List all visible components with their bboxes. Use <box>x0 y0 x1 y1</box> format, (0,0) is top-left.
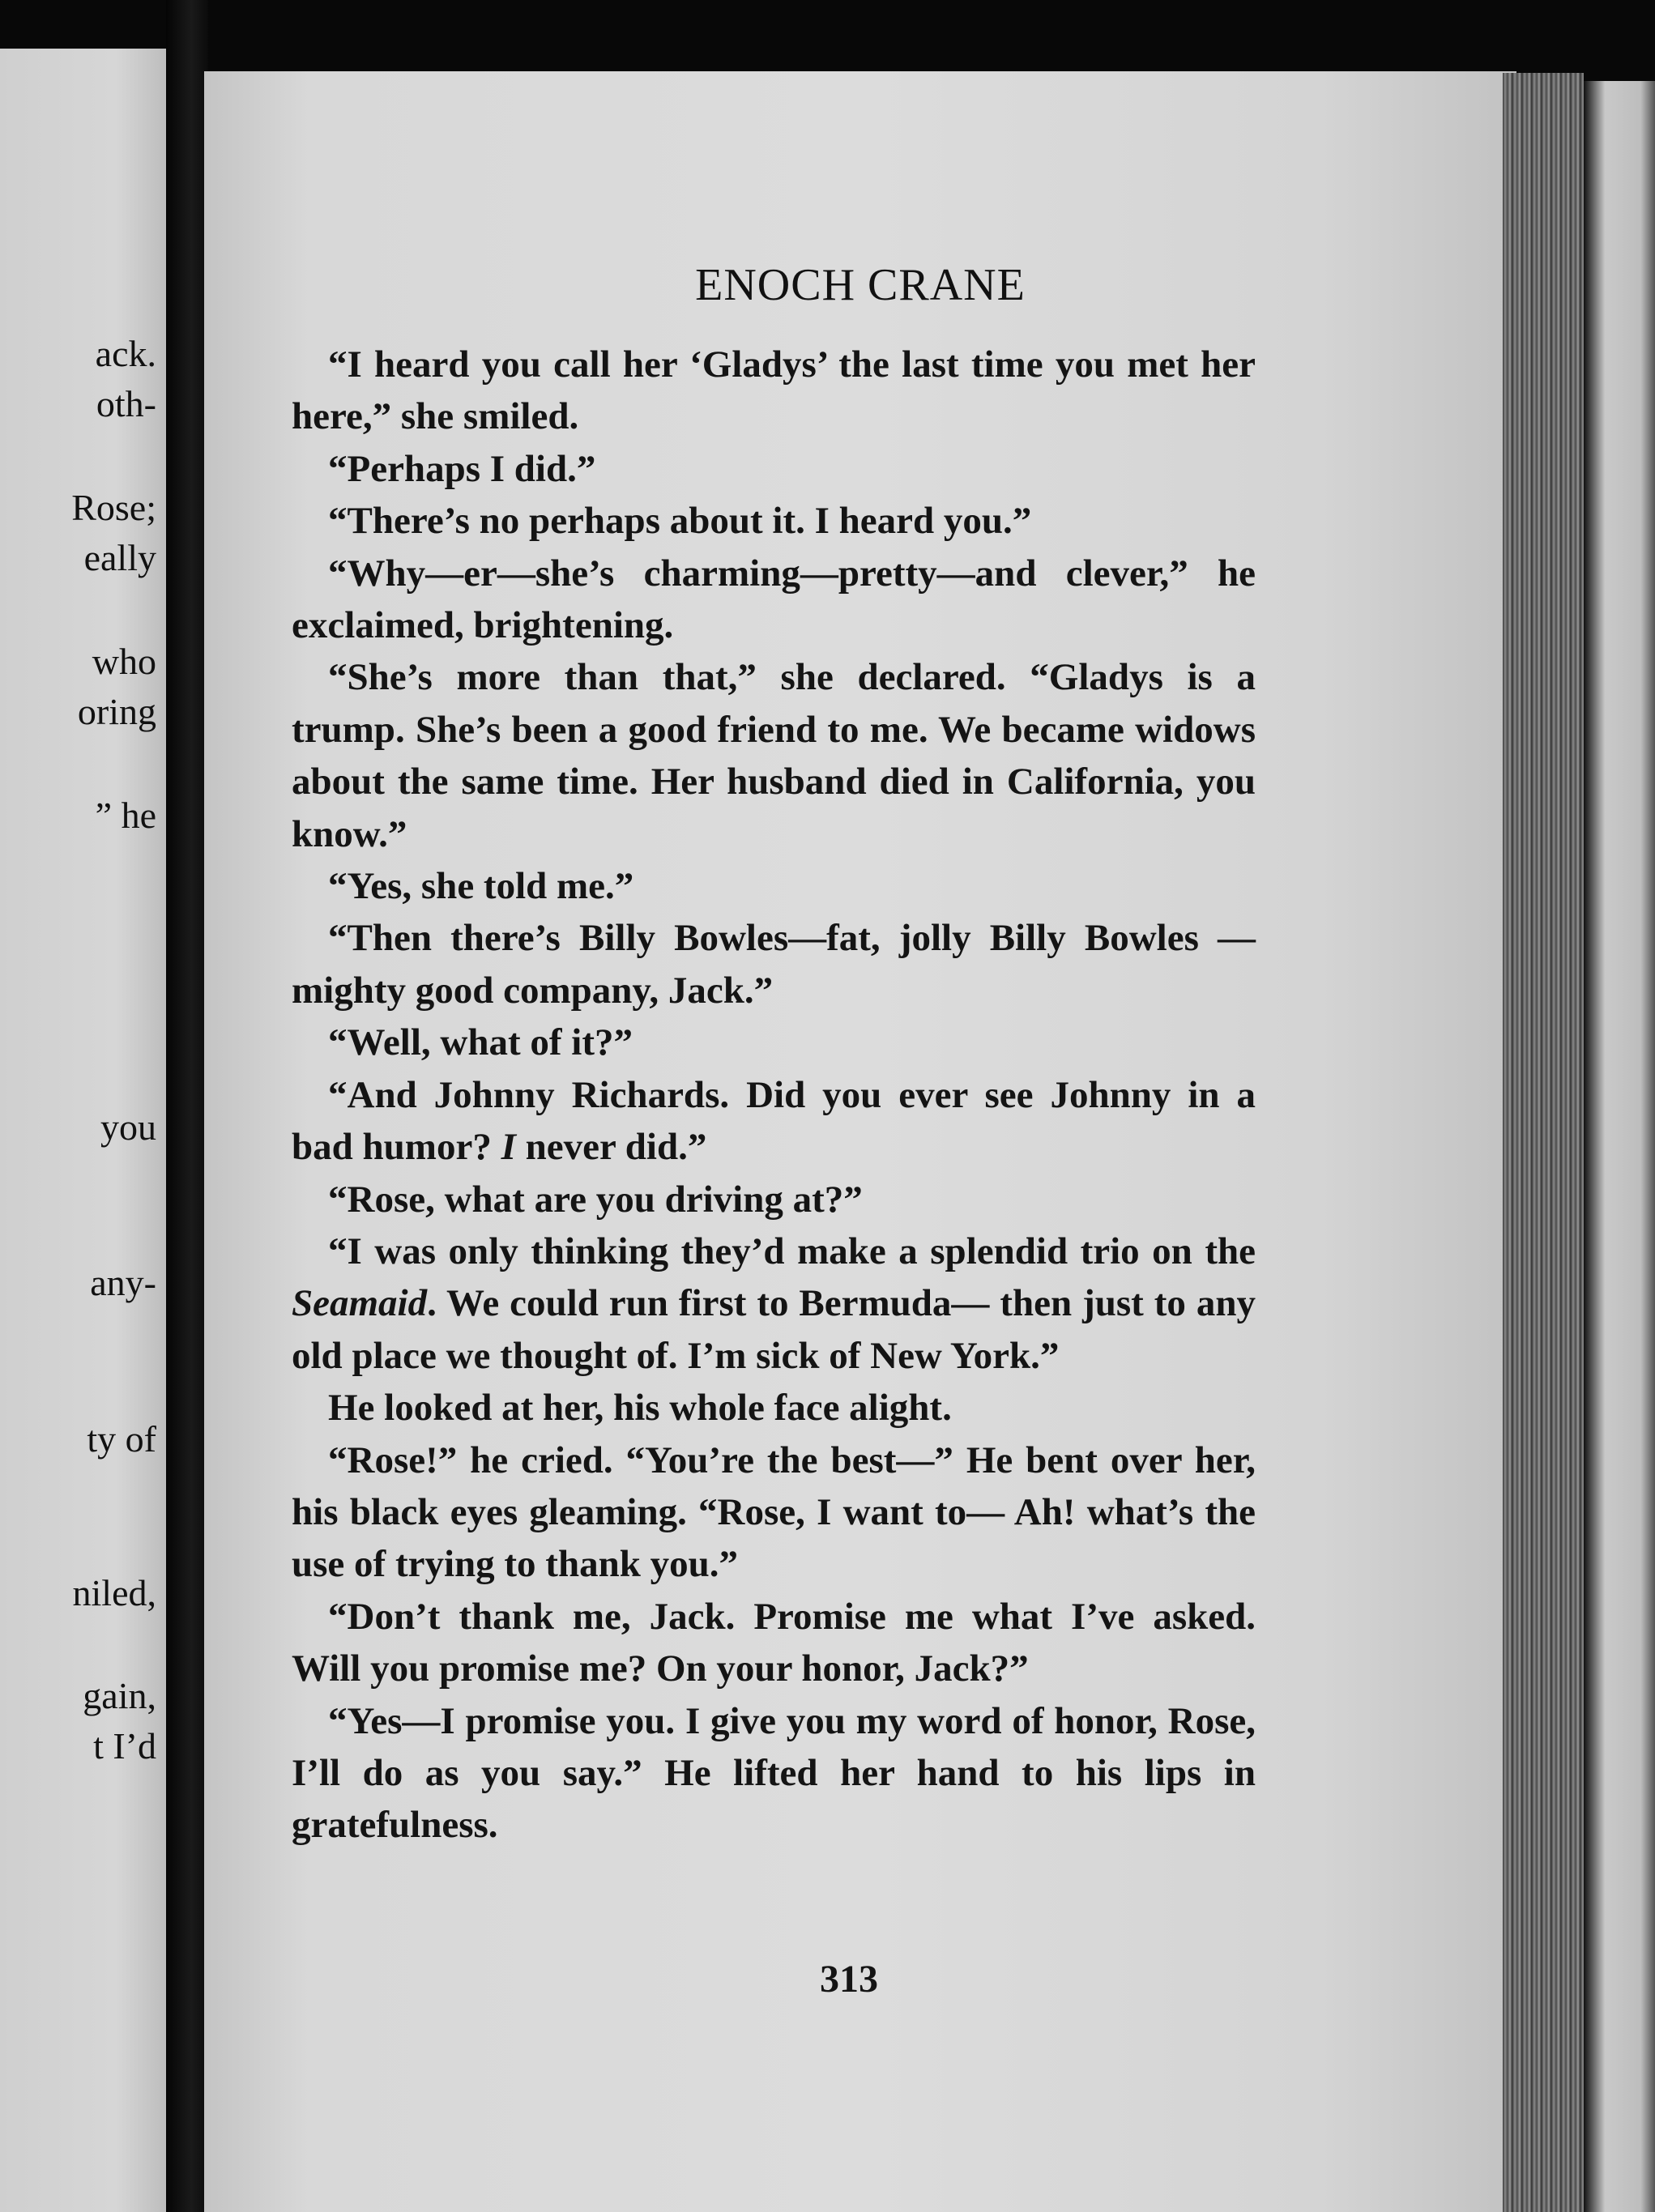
page-number: 313 <box>820 1958 878 2001</box>
book-page <box>204 71 1516 2212</box>
paragraph: “Then there’s Billy Bowles—fat, jolly Billy Bowles —mighty good company, Jack.” <box>292 917 1256 1012</box>
paragraph: “Rose, what are you driving at?” <box>328 1178 863 1221</box>
paragraph: “Well, what of it?” <box>328 1021 633 1064</box>
paragraph: “Perhaps I did.” <box>328 447 596 490</box>
left-fragment-line: gain, <box>83 1675 156 1716</box>
paragraph: “And Johnny Richards. Did you ever see Johnny in a bad humor? I never did.” <box>292 1073 1256 1169</box>
left-fragment-line: t I’d <box>93 1725 156 1767</box>
book-cover-edge <box>1584 81 1655 2212</box>
left-fragment-line: ack. <box>95 333 156 374</box>
paragraph: “Rose!” he cried. “You’re the best—” He bent over her, his black eyes gleaming. “Rose, I want to— Ah! what’s the use of trying to thank you.” <box>292 1438 1256 1586</box>
left-fragment-line: Rose; <box>71 487 156 528</box>
paragraph: “I heard you call her ‘Gladys’ the last time you met her here,” she smiled. <box>292 343 1256 438</box>
paragraph: “She’s more than that,” she declared. “Gladys is a trump. She’s been a good friend to me. We became widows about the same time. Her husband died in California, you know.” <box>292 656 1256 855</box>
italic-text: Seamaid <box>292 1282 428 1325</box>
left-fragment-line: niled, <box>72 1572 156 1613</box>
book-gutter <box>166 0 208 2212</box>
page-edges <box>1503 73 1584 2212</box>
left-fragment-line: eally <box>83 537 156 578</box>
paragraph: “Don’t thank me, Jack. Promise me what I’ve asked. Will you promise me? On your honor, Jack?” <box>292 1595 1256 1690</box>
paragraph: He looked at her, his whole face alight. <box>328 1387 952 1430</box>
left-fragment-line: oring <box>77 691 156 732</box>
left-fragment-line: any- <box>90 1262 156 1303</box>
left-fragment-line: ” he <box>95 795 156 836</box>
paragraph: “There’s no perhaps about it. I heard you.” <box>328 500 1032 543</box>
paragraph: “Why—er—she’s charming—pretty—and clever,” he exclaimed, brightening. <box>292 552 1256 647</box>
left-fragment-line: oth- <box>96 383 156 424</box>
paragraph: “Yes, she told me.” <box>328 865 634 908</box>
left-fragment-line: who <box>92 641 156 682</box>
left-fragment-line: you <box>100 1106 156 1148</box>
body-text <box>292 339 1256 1852</box>
italic-text: I <box>501 1126 516 1169</box>
paragraph: “I was only thinking they’d make a splendid trio on the Seamaid. We could run first to Bermuda— then just to any old place we thought of. I’m sick of New York.” <box>292 1230 1256 1377</box>
running-head: ENOCH CRANE <box>695 260 1026 310</box>
left-fragment-line: ty of <box>87 1418 156 1460</box>
facing-page-fragment <box>0 49 166 2212</box>
paragraph: “Yes—I promise you. I give you my word of honor, Rose, I’ll do as you say.” He lifted her hand to his lips in gratefulness. <box>292 1699 1256 1847</box>
